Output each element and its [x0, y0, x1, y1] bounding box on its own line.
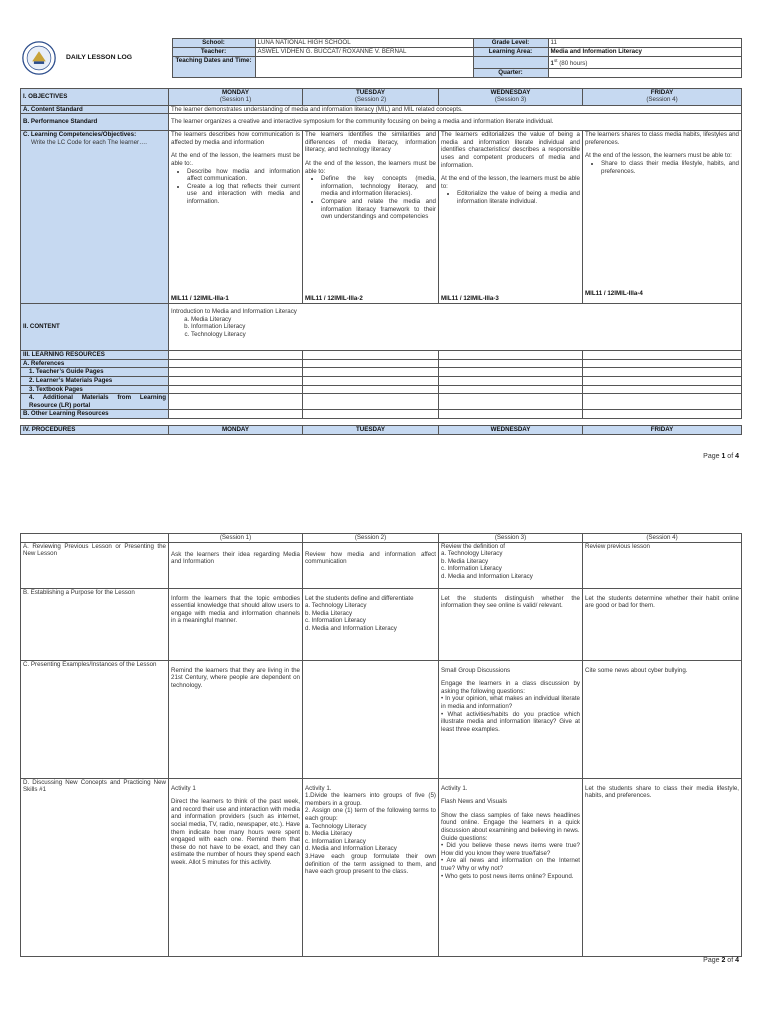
session-header-blank — [21, 534, 169, 543]
proc-day-tuesday: TUESDAY — [303, 426, 439, 435]
quarter-number: 1 — [550, 60, 554, 68]
proc-a-friday: Review previous lesson — [583, 542, 742, 588]
main-table — [20, 88, 742, 419]
day-header-friday: FRIDAY (Session 4) — [583, 88, 742, 105]
header-table — [20, 38, 742, 78]
procedures-header-table — [20, 425, 742, 435]
quarter-sup: st — [553, 58, 558, 63]
competency-friday: The learners shares to class media habits, lifestyles and preferences. At the end of the lesson, the learners must be able to: • Share to class their media lifestyle, habits, and preferences. MIL11 / 12IMIL-IIIa-4 — [583, 131, 742, 304]
lm-pages-label: 2. Learner’s Materials Pages — [21, 377, 169, 386]
proc-b-tuesday: Let the students define and differentiate a. Technology Literacy b. Media Literacy c. Information Literacy d. Media and Information Literacy — [303, 588, 439, 660]
competency-monday: The learners describes how communication is affected by media and information At the end of the lesson, the learners must be able to:. • Describe how media and information affect communication. • Create a log that reflects their current use and interaction with media and information. MIL11 / 12IMIL-IIIa-1 — [169, 131, 303, 304]
logo-cell — [20, 39, 172, 78]
lc-code-tuesday: MIL11 / 12IMIL-IIIa-2 — [305, 294, 363, 302]
session-1: (Session 1) — [169, 534, 303, 543]
teacher-label: Teacher: — [172, 48, 255, 57]
competencies-label-cell: C. Learning Competencies/Objectives: Write the LC Code for each The learner…. — [21, 131, 169, 304]
day-header-monday: MONDAY (Session 1) — [169, 88, 303, 105]
lc-code-monday: MIL11 / 12IMIL-IIIa-1 — [171, 294, 229, 302]
proc-b-monday: Inform the learners that the topic embodies essential knowledge that should allow users to engage with media and information channels in a meaningful manner. — [169, 588, 303, 660]
grade-value: 11 — [548, 39, 741, 48]
content-body: Introduction to Media and Information Literacy a. Media Literacy b. Information Literacy c. Technology Literacy — [169, 304, 742, 351]
session-4: (Session 4) — [583, 534, 742, 543]
proc-day-wednesday: WEDNESDAY — [439, 426, 583, 435]
proc-c-wednesday: Small Group Discussions Engage the learners in a class discussion by asking the following questions: • In your opinion, what makes an individual literate in media and information? • What activities/habits do you practice which illustrate media and information literacy? Give at least three examples. — [439, 660, 583, 778]
proc-a-label: A. Reviewing Previous Lesson or Presenting the New Lesson — [21, 542, 169, 588]
performance-standard-label: B. Performance Standard — [21, 114, 169, 131]
proc-d-monday: Activity 1 Direct the learners to think of the past week, and record their use and interaction with media and information providers (such as internet, social media, TV, radio, newspaper, etc.). Have them indicate how many hours were spent engaged with each one. Remind them that these do not have to be exact, and they can estimate the number of hours they spend each week. Allot 5 minutes for this activity. — [169, 778, 303, 956]
session-2: (Session 2) — [303, 534, 439, 543]
procedures-table — [20, 533, 742, 957]
proc-d-label: D. Discussing New Concepts and Practicing New Skills #1 — [21, 778, 169, 956]
objectives-label: I. OBJECTIVES — [21, 88, 169, 105]
competency-wednesday: The learners editorializes the value of being a media and information literate individual and identifies characteristics/ describes a responsible uses and competent producers of media and information. At the end of the lesson, the learners must be able to: • Editorialize the value of being a media and information literate individual. MIL11 / 12IMIL-IIIa-3 — [439, 131, 583, 304]
content-standard-label: A. Content Standard — [21, 105, 169, 114]
proc-c-label: C. Presenting Examples/Instances of the Lesson — [21, 660, 169, 778]
school-value: LUNA NATIONAL HIGH SCHOOL — [255, 39, 473, 48]
lc-code-friday: MIL11 / 12IMIL-IIIa-4 — [585, 289, 643, 297]
proc-day-friday: FRIDAY — [583, 426, 742, 435]
day-header-tuesday: TUESDAY (Session 2) — [303, 88, 439, 105]
blank-label — [473, 57, 548, 69]
day-header-wednesday: WEDNESDAY (Session 3) — [439, 88, 583, 105]
procedures-label: IV. PROCEDURES — [21, 426, 169, 435]
textbook-pages-label: 3. Textbook Pages — [21, 385, 169, 394]
other-resources-label: B. Other Learning Resources — [21, 410, 169, 419]
additional-materials-label: 4. Additional Materials from Learning Resource (LR) portal — [21, 394, 169, 410]
quarter-label: Quarter: — [473, 68, 548, 77]
proc-b-label: B. Establishing a Purpose for the Lesson — [21, 588, 169, 660]
deped-seal-icon — [22, 41, 56, 75]
references-label: A. References — [21, 359, 169, 368]
proc-a-monday: Ask the learners their idea regarding Media and Information — [169, 542, 303, 588]
quarter-hours-text: (80 hours) — [559, 60, 588, 68]
proc-day-monday: MONDAY — [169, 426, 303, 435]
tg-pages-label: 1. Teacher’s Guide Pages — [21, 368, 169, 377]
proc-c-friday: Cite some news about cyber bullying. — [583, 660, 742, 778]
competency-tuesday: The learners identifies the similarities and differences of media literacy, information literacy, and technology literacy At the end of the lesson, the learners must be able to: • Define the key concepts (media, information, technology literacy, and media and information literacies). • Compare and relate the media and information literacy framework to their own understandings and competencies MIL11 / 12IMIL-IIIa-2 — [303, 131, 439, 304]
performance-standard: The learner organizes a creative and interactive symposium for the community focusing on being a media and information literate individual. — [169, 114, 742, 131]
proc-d-tuesday: Activity 1. 1.Divide the learners into groups of five (5) members in a group. 2. Assign one (1) term of the following terms to each group: a. Technology Literacy b. Media Literacy c. Information Literacy d. Media and Information Literacy 3.Have each group formulate their own definition of the term assigned to them, and have each group present to the class. — [303, 778, 439, 956]
quarter-hours — [548, 57, 741, 69]
area-label: Learning Area: — [473, 48, 548, 57]
proc-a-tuesday: Review how media and information affect communication — [303, 542, 439, 588]
proc-b-wednesday: Let the students distinguish whether the information they see online is valid/ relevant. — [439, 588, 583, 660]
proc-d-wednesday: Activity 1. Flash News and Visuals Show the class samples of fake news headlines found online. Engage the learners in a quick discussion about examining and believing in news. Guide questions: • Did you believe these news items were true? How did you know they were true/false? • Are all news and information on the Internet true? Why or why not? • Who gets to post news items online? Expound. — [439, 778, 583, 956]
lesson-log-page-2 — [20, 533, 741, 957]
lesson-log-page-1 — [20, 38, 741, 435]
dates-label: Teaching Dates and Time: — [172, 57, 255, 78]
doc-title: DAILY LESSON LOG — [66, 54, 133, 62]
session-3: (Session 3) — [439, 534, 583, 543]
content-label: II. CONTENT — [21, 304, 169, 351]
proc-a-wednesday: Review the definition of a. Technology Literacy b. Media Literacy c. Information Literacy d. Media and Information Literacy — [439, 542, 583, 588]
resources-label: III. LEARNING RESOURCES — [21, 351, 169, 360]
dates-value — [255, 57, 473, 78]
page-number-2: Page 2 of 4 — [703, 957, 739, 964]
school-label: School: — [172, 39, 255, 48]
page-number-1: Page 1 of 4 — [703, 453, 739, 460]
proc-c-monday: Remind the learners that they are living in the 21st Century, where people are dependent on technology. — [169, 660, 303, 778]
content-standard: The learner demonstrates understanding of media and information literacy (MIL) and MIL related concepts. — [169, 105, 742, 114]
lc-code-wednesday: MIL11 / 12IMIL-IIIa-3 — [441, 294, 499, 302]
quarter-value — [548, 68, 741, 77]
proc-d-friday: Let the students share to class their media lifestyle, habits, and preferences. — [583, 778, 742, 956]
teacher-value: ASWEL VIDHEN G. BUCCAT/ ROXANNE V. BERNAL — [255, 48, 473, 57]
grade-label: Grade Level: — [473, 39, 548, 48]
proc-b-friday: Let the students determine whether their habit online are good or bad for them. — [583, 588, 742, 660]
area-value: Media and Information Literacy — [548, 48, 741, 57]
proc-c-tuesday — [303, 660, 439, 778]
